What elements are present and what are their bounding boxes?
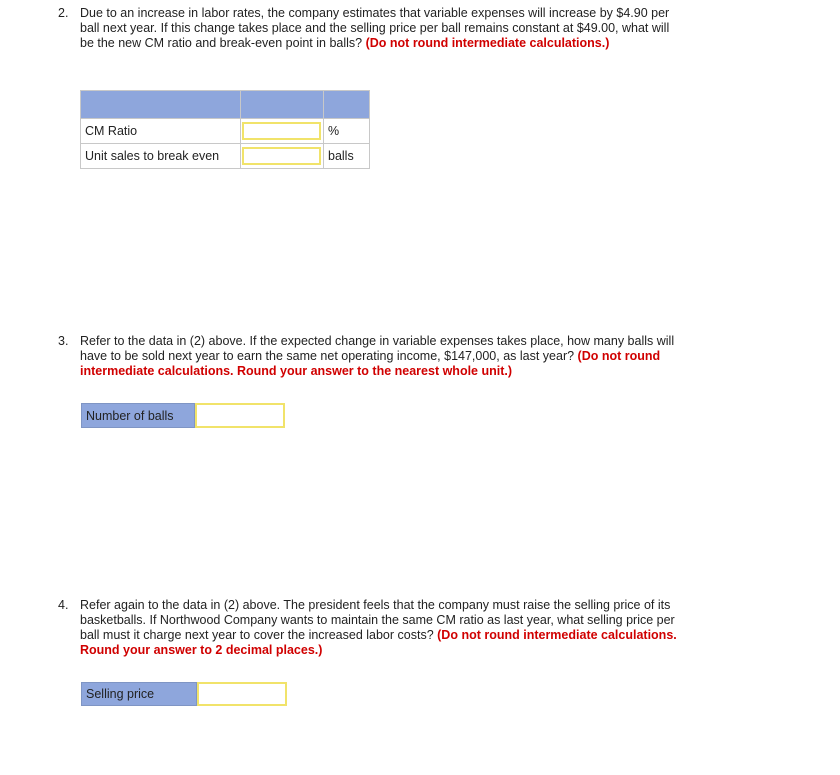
question-3 [58,334,678,379]
row-label: CM Ratio [81,119,241,144]
answer-row-q3 [81,403,285,428]
question-text: Refer again to the data in (2) above. The president feels that the company must raise the selling price of its basketballs. If Northwood Company wants to maintain the same CM ratio as last year, what selling price per ball must it charge next year to cover the increased labor costs? [80,598,675,642]
table-row [81,119,370,144]
answer-table-q2 [80,90,370,169]
question-text: Due to an increase in labor rates, the company estimates that variable expenses will increase by $4.90 per ball next year. If this change takes place and the selling price per ball remains constant at $49.00, what will be the new CM ratio and break-even point in balls? [80,6,670,50]
row-label: Unit sales to break even [81,144,241,169]
question-4 [58,598,678,658]
unit-label: % [324,119,370,144]
question-2 [58,6,678,51]
question-number: 3. [58,334,69,348]
table-header-row [81,91,370,119]
answer-label: Selling price [81,682,197,706]
answer-row-q4 [81,682,287,706]
cm-ratio-input[interactable] [242,122,321,140]
instruction-note: (Do not round intermediate calculations. Round your answer to the nearest whole unit.) [80,349,661,378]
selling-price-input[interactable] [197,682,287,706]
instruction-note: (Do not round intermediate calculations.) [365,36,610,50]
table-row [81,144,370,169]
number-of-balls-input[interactable] [195,403,285,428]
answer-label: Number of balls [81,403,195,428]
instruction-note: (Do not round intermediate calculations. Round your answer to 2 decimal places.) [80,628,677,657]
question-number: 2. [58,6,69,20]
unit-label: balls [324,144,370,169]
question-number: 4. [58,598,69,612]
break-even-units-input[interactable] [242,147,321,165]
question-text: Refer to the data in (2) above. If the expected change in variable expenses takes place, how many balls will have to be sold next year to earn the same net operating income, $147,000, as last year? [80,334,675,363]
